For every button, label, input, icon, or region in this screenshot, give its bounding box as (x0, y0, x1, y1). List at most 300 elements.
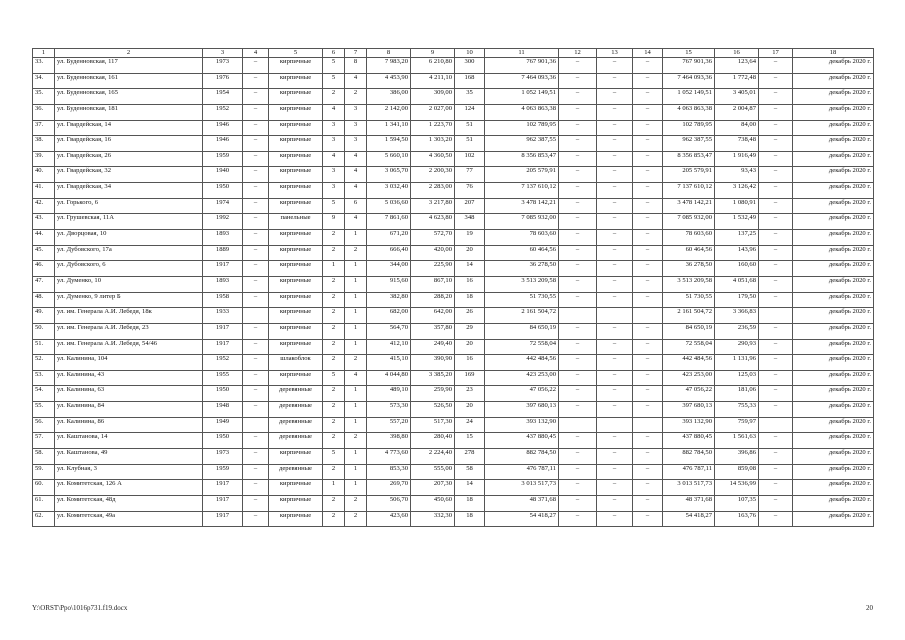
cell-year-built: 1917 (203, 495, 243, 511)
cell-cost-col-12: – (559, 323, 597, 339)
cell-wall-material: шлакоблок (269, 355, 323, 371)
cell-wall-material: деревянные (269, 433, 323, 449)
cell-living-area: 4 360,50 (411, 151, 455, 167)
cell-year-built: 1992 (203, 214, 243, 230)
cell-cost-per-sqm: 396,86 (715, 449, 759, 465)
cell-cost-col-12: – (559, 370, 597, 386)
cell-col-17: – (759, 495, 793, 511)
cell-residents: 16 (455, 355, 485, 371)
cell-cost-col-13: – (597, 136, 633, 152)
cell-residents: 16 (455, 276, 485, 292)
cell-cost-per-sqm: 181,06 (715, 386, 759, 402)
cell-entrances: 4 (345, 167, 367, 183)
cell-cost-col-12: – (559, 292, 597, 308)
cell-entrances: 2 (345, 89, 367, 105)
table-row (33, 495, 874, 511)
cell-col-17: – (759, 276, 793, 292)
cell-year-reconstructed: – (243, 58, 269, 74)
table-row (33, 136, 874, 152)
cell-cost-col-13: – (597, 292, 633, 308)
cell-entrances: 4 (345, 183, 367, 199)
cell-owner-funds: 54 418,27 (663, 511, 715, 527)
cell-cost-col-12: – (559, 402, 597, 418)
cell-residents: 169 (455, 370, 485, 386)
table-row (33, 480, 874, 496)
cell-year-built: 1940 (203, 167, 243, 183)
cell-row-number: 46. (33, 261, 55, 277)
table-row (33, 214, 874, 230)
cell-row-number: 45. (33, 245, 55, 261)
cell-total-cost: 48 371,68 (485, 495, 559, 511)
cell-floors: 2 (323, 402, 345, 418)
cell-owner-funds: 882 784,50 (663, 449, 715, 465)
cell-year-built: 1917 (203, 339, 243, 355)
cell-residents: 207 (455, 198, 485, 214)
cell-year-built: 1958 (203, 292, 243, 308)
cell-address: ул. Дубовского, 6 (55, 261, 203, 277)
cell-address: ул. Дубовского, 17а (55, 245, 203, 261)
cell-entrances: 3 (345, 136, 367, 152)
cell-total-area: 7 861,60 (367, 214, 411, 230)
header-cell-13: 13 (597, 49, 633, 58)
cell-residents: 300 (455, 58, 485, 74)
header-cell-15: 15 (663, 49, 715, 58)
cell-total-area: 1 341,10 (367, 120, 411, 136)
cell-year-built: 1889 (203, 245, 243, 261)
cell-completion-date: декабрь 2020 г. (793, 261, 874, 277)
header-cell-4: 4 (243, 49, 269, 58)
cell-living-area: 357,80 (411, 323, 455, 339)
cell-owner-funds: 476 787,11 (663, 464, 715, 480)
cell-cost-col-14 (633, 308, 663, 324)
cell-owner-funds: 3 478 142,21 (663, 198, 715, 214)
cell-cost-col-14: – (633, 167, 663, 183)
cell-cost-col-13: – (597, 276, 633, 292)
cell-year-reconstructed: – (243, 433, 269, 449)
cell-cost-col-14: – (633, 464, 663, 480)
cell-living-area: 3 217,80 (411, 198, 455, 214)
cell-total-cost: 51 730,55 (485, 292, 559, 308)
cell-address: ул. Калинина, 86 (55, 417, 203, 433)
cell-cost-per-sqm: 3 405,01 (715, 89, 759, 105)
cell-year-built: 1973 (203, 449, 243, 465)
cell-year-built: 1952 (203, 104, 243, 120)
cell-year-reconstructed: – (243, 370, 269, 386)
cell-floors: 2 (323, 355, 345, 371)
cell-completion-date: декабрь 2020 г. (793, 402, 874, 418)
header-cell-5: 5 (269, 49, 323, 58)
cell-cost-col-12: – (559, 433, 597, 449)
cell-residents: 20 (455, 402, 485, 418)
header-cell-8: 8 (367, 49, 411, 58)
cell-total-area: 1 594,50 (367, 136, 411, 152)
cell-row-number: 60. (33, 480, 55, 496)
cell-owner-funds: 962 387,55 (663, 136, 715, 152)
cell-col-17: – (759, 386, 793, 402)
cell-floors: 2 (323, 230, 345, 246)
cell-residents: 26 (455, 308, 485, 324)
cell-living-area: 280,40 (411, 433, 455, 449)
cell-wall-material: кирпичные (269, 73, 323, 89)
cell-year-built: 1949 (203, 417, 243, 433)
cell-cost-per-sqm: 2 004,87 (715, 104, 759, 120)
cell-address: ул. Гвардейская, 34 (55, 183, 203, 199)
table-row (33, 339, 874, 355)
cell-cost-col-12: – (559, 495, 597, 511)
cell-wall-material: кирпичные (269, 511, 323, 527)
cell-owner-funds: 60 464,56 (663, 245, 715, 261)
cell-owner-funds: 7 085 932,00 (663, 214, 715, 230)
cell-cost-col-14: – (633, 355, 663, 371)
cell-residents: 14 (455, 480, 485, 496)
cell-wall-material: кирпичные (269, 198, 323, 214)
table-row (33, 198, 874, 214)
cell-entrances: 4 (345, 151, 367, 167)
cell-total-cost: 2 161 504,72 (485, 308, 559, 324)
table-row (33, 167, 874, 183)
cell-entrances: 3 (345, 104, 367, 120)
cell-cost-col-13: – (597, 89, 633, 105)
cell-col-17: – (759, 214, 793, 230)
cell-year-built: 1950 (203, 386, 243, 402)
cell-cost-col-13 (597, 417, 633, 433)
cell-total-area: 915,60 (367, 276, 411, 292)
cell-residents: 20 (455, 245, 485, 261)
cell-completion-date: декабрь 2020 г. (793, 355, 874, 371)
cell-wall-material: кирпичные (269, 136, 323, 152)
cell-owner-funds: 8 356 853,47 (663, 151, 715, 167)
cell-owner-funds: 393 132,90 (663, 417, 715, 433)
cell-cost-col-13: – (597, 339, 633, 355)
cell-address: ул. Думенко, 10 (55, 276, 203, 292)
cell-total-area: 398,80 (367, 433, 411, 449)
cell-floors: 9 (323, 214, 345, 230)
table-row (33, 245, 874, 261)
cell-completion-date: декабрь 2020 г. (793, 386, 874, 402)
cell-entrances: 3 (345, 120, 367, 136)
table-row (33, 230, 874, 246)
cell-row-number: 53. (33, 370, 55, 386)
cell-cost-col-12: – (559, 276, 597, 292)
cell-cost-col-14: – (633, 323, 663, 339)
cell-wall-material: кирпичные (269, 292, 323, 308)
cell-address: ул. Грушевская, 11А (55, 214, 203, 230)
cell-wall-material: деревянные (269, 417, 323, 433)
cell-residents: 77 (455, 167, 485, 183)
cell-cost-col-14: – (633, 433, 663, 449)
cell-col-17: – (759, 449, 793, 465)
cell-living-area: 225,90 (411, 261, 455, 277)
cell-floors: 2 (323, 245, 345, 261)
cell-cost-per-sqm: 290,93 (715, 339, 759, 355)
cell-total-cost: 767 901,36 (485, 58, 559, 74)
cell-year-built: 1950 (203, 433, 243, 449)
cell-owner-funds: 3 513 209,58 (663, 276, 715, 292)
cell-year-reconstructed: – (243, 73, 269, 89)
cell-cost-col-12: – (559, 120, 597, 136)
cell-address: ул. Калинина, 104 (55, 355, 203, 371)
cell-cost-col-13: – (597, 511, 633, 527)
cell-cost-per-sqm: 1 131,96 (715, 355, 759, 371)
cell-cost-col-14: – (633, 73, 663, 89)
cell-owner-funds: 7 464 093,36 (663, 73, 715, 89)
cell-entrances: 1 (345, 308, 367, 324)
cell-cost-col-13: – (597, 73, 633, 89)
cell-cost-col-12: – (559, 58, 597, 74)
cell-year-reconstructed: – (243, 167, 269, 183)
cell-total-cost: 54 418,27 (485, 511, 559, 527)
cell-address: ул. Комитетская, 48д (55, 495, 203, 511)
cell-cost-col-14: – (633, 495, 663, 511)
cell-total-area: 344,00 (367, 261, 411, 277)
cell-address: ул. Комитетская, 49а (55, 511, 203, 527)
cell-entrances: 1 (345, 417, 367, 433)
cell-residents: 348 (455, 214, 485, 230)
cell-year-reconstructed: – (243, 402, 269, 418)
cell-wall-material: кирпичные (269, 276, 323, 292)
table-row (33, 402, 874, 418)
cell-cost-col-12: – (559, 449, 597, 465)
cell-address: ул. Думенко, 9 литер Б (55, 292, 203, 308)
cell-completion-date: декабрь 2020 г. (793, 230, 874, 246)
cell-wall-material: кирпичные (269, 495, 323, 511)
cell-col-17: – (759, 323, 793, 339)
cell-cost-per-sqm: 123,64 (715, 58, 759, 74)
cell-total-cost: 36 278,50 (485, 261, 559, 277)
cell-cost-col-14: – (633, 151, 663, 167)
cell-total-cost: 393 132,90 (485, 417, 559, 433)
cell-residents: 18 (455, 292, 485, 308)
cell-residents: 58 (455, 464, 485, 480)
cell-cost-col-13: – (597, 449, 633, 465)
cell-cost-col-14: – (633, 370, 663, 386)
cell-completion-date: декабрь 2020 г. (793, 449, 874, 465)
table-row (33, 511, 874, 527)
cell-cost-col-13: – (597, 433, 633, 449)
cell-cost-per-sqm: 1 080,91 (715, 198, 759, 214)
cell-cost-col-12: – (559, 511, 597, 527)
cell-year-built: 1933 (203, 308, 243, 324)
cell-residents: 18 (455, 511, 485, 527)
cell-row-number: 41. (33, 183, 55, 199)
cell-cost-col-12: – (559, 230, 597, 246)
cell-col-17: – (759, 370, 793, 386)
cell-total-cost: 423 253,00 (485, 370, 559, 386)
cell-living-area: 867,10 (411, 276, 455, 292)
cell-entrances: 2 (345, 511, 367, 527)
cell-owner-funds: 1 052 149,51 (663, 89, 715, 105)
cell-completion-date: декабрь 2020 г. (793, 370, 874, 386)
cell-floors: 5 (323, 370, 345, 386)
cell-cost-per-sqm: 143,96 (715, 245, 759, 261)
cell-total-area: 7 983,20 (367, 58, 411, 74)
cell-cost-per-sqm: 107,35 (715, 495, 759, 511)
cell-residents: 20 (455, 339, 485, 355)
cell-owner-funds: 3 013 517,73 (663, 480, 715, 496)
cell-floors: 5 (323, 198, 345, 214)
cell-entrances: 4 (345, 73, 367, 89)
cell-row-number: 39. (33, 151, 55, 167)
cell-floors: 1 (323, 480, 345, 496)
table-row (33, 120, 874, 136)
cell-year-built: 1946 (203, 136, 243, 152)
cell-floors: 4 (323, 151, 345, 167)
cell-year-built: 1954 (203, 89, 243, 105)
cell-total-area: 489,10 (367, 386, 411, 402)
cell-row-number: 54. (33, 386, 55, 402)
cell-cost-per-sqm: 1 772,48 (715, 73, 759, 89)
cell-cost-col-12: – (559, 261, 597, 277)
cell-completion-date: декабрь 2020 г. (793, 308, 874, 324)
cell-total-area: 666,40 (367, 245, 411, 261)
cell-wall-material: панельные (269, 214, 323, 230)
cell-address: ул. Дворцовая, 10 (55, 230, 203, 246)
cell-entrances: 1 (345, 230, 367, 246)
cell-cost-col-14: – (633, 386, 663, 402)
cell-year-built: 1950 (203, 183, 243, 199)
cell-living-area: 555,00 (411, 464, 455, 480)
cell-address: ул. Комитетская, 126 А (55, 480, 203, 496)
cell-floors: 3 (323, 136, 345, 152)
cell-residents: 23 (455, 386, 485, 402)
cell-cost-col-13: – (597, 495, 633, 511)
cell-cost-per-sqm: 163,76 (715, 511, 759, 527)
cell-floors: 5 (323, 73, 345, 89)
cell-total-cost: 7 137 610,12 (485, 183, 559, 199)
cell-row-number: 37. (33, 120, 55, 136)
cell-living-area: 517,30 (411, 417, 455, 433)
table-row (33, 292, 874, 308)
cell-cost-col-13: – (597, 151, 633, 167)
cell-entrances: 4 (345, 370, 367, 386)
cell-entrances: 1 (345, 323, 367, 339)
cell-wall-material: кирпичные (269, 323, 323, 339)
cell-row-number: 52. (33, 355, 55, 371)
cell-owner-funds: 767 901,36 (663, 58, 715, 74)
cell-floors: 2 (323, 339, 345, 355)
cell-cost-col-13: – (597, 402, 633, 418)
cell-floors: 2 (323, 433, 345, 449)
cell-year-reconstructed: – (243, 355, 269, 371)
cell-completion-date: декабрь 2020 г. (793, 136, 874, 152)
header-cell-7: 7 (345, 49, 367, 58)
cell-wall-material: деревянные (269, 402, 323, 418)
cell-year-built: 1893 (203, 230, 243, 246)
cell-total-area: 3 065,70 (367, 167, 411, 183)
cell-wall-material: кирпичные (269, 104, 323, 120)
cell-floors: 2 (323, 511, 345, 527)
cell-year-reconstructed: – (243, 183, 269, 199)
cell-total-cost: 3 513 209,58 (485, 276, 559, 292)
cell-row-number: 59. (33, 464, 55, 480)
cell-total-cost: 442 484,56 (485, 355, 559, 371)
cell-total-cost: 962 387,55 (485, 136, 559, 152)
cell-cost-col-12 (559, 417, 597, 433)
cell-year-built: 1917 (203, 261, 243, 277)
cell-cost-per-sqm: 84,00 (715, 120, 759, 136)
cell-total-area: 853,30 (367, 464, 411, 480)
header-cell-9: 9 (411, 49, 455, 58)
header-cell-18: 18 (793, 49, 874, 58)
cell-cost-col-12: – (559, 386, 597, 402)
cell-total-cost: 8 356 853,47 (485, 151, 559, 167)
cell-entrances: 1 (345, 402, 367, 418)
table-body (33, 49, 874, 527)
cell-cost-col-13: – (597, 355, 633, 371)
cell-wall-material: деревянные (269, 464, 323, 480)
cell-completion-date: декабрь 2020 г. (793, 276, 874, 292)
cell-residents: 102 (455, 151, 485, 167)
cell-floors: 5 (323, 449, 345, 465)
cell-cost-col-12: – (559, 480, 597, 496)
cell-living-area: 332,30 (411, 511, 455, 527)
cell-cost-per-sqm: 1 916,49 (715, 151, 759, 167)
cell-col-17: – (759, 58, 793, 74)
cell-residents: 278 (455, 449, 485, 465)
cell-cost-col-14: – (633, 339, 663, 355)
cell-address: ул. Гвардейская, 14 (55, 120, 203, 136)
document-page (32, 48, 873, 527)
cell-cost-col-14: – (633, 276, 663, 292)
cell-row-number: 34. (33, 73, 55, 89)
cell-total-area: 5 036,60 (367, 198, 411, 214)
cell-owner-funds: 205 579,91 (663, 167, 715, 183)
cell-address: ул. Калинина, 63 (55, 386, 203, 402)
cell-cost-col-14: – (633, 261, 663, 277)
header-cell-2: 2 (55, 49, 203, 58)
cell-total-area: 415,10 (367, 355, 411, 371)
cell-completion-date: декабрь 2020 г. (793, 323, 874, 339)
table-row (33, 464, 874, 480)
cell-total-area: 4 044,80 (367, 370, 411, 386)
cell-year-built: 1948 (203, 402, 243, 418)
cell-col-17: – (759, 433, 793, 449)
cell-total-cost: 47 056,22 (485, 386, 559, 402)
cell-col-17: – (759, 339, 793, 355)
cell-wall-material: кирпичные (269, 183, 323, 199)
cell-col-17: – (759, 355, 793, 371)
cell-cost-per-sqm: 236,59 (715, 323, 759, 339)
cell-row-number: 51. (33, 339, 55, 355)
cell-row-number: 48. (33, 292, 55, 308)
cell-year-reconstructed: – (243, 276, 269, 292)
cell-cost-col-12: – (559, 464, 597, 480)
cell-owner-funds: 78 603,60 (663, 230, 715, 246)
cell-year-built: 1959 (203, 464, 243, 480)
cell-living-area: 1 303,20 (411, 136, 455, 152)
table-row (33, 308, 874, 324)
cell-completion-date: декабрь 2020 г. (793, 292, 874, 308)
table-row (33, 151, 874, 167)
cell-residents: 24 (455, 417, 485, 433)
cell-residents: 18 (455, 495, 485, 511)
cell-total-area: 4 453,90 (367, 73, 411, 89)
header-cell-17: 17 (759, 49, 793, 58)
cell-row-number: 33. (33, 58, 55, 74)
cell-row-number: 40. (33, 167, 55, 183)
cell-address: ул. им. Генерала А.И. Лебедя, 23 (55, 323, 203, 339)
table-row (33, 370, 874, 386)
cell-total-area: 573,30 (367, 402, 411, 418)
cell-year-reconstructed: – (243, 449, 269, 465)
cell-wall-material: кирпичные (269, 480, 323, 496)
cell-entrances: 1 (345, 480, 367, 496)
cell-completion-date: декабрь 2020 г. (793, 495, 874, 511)
cell-col-17: – (759, 136, 793, 152)
cell-total-cost: 102 789,95 (485, 120, 559, 136)
cell-col-17: – (759, 480, 793, 496)
cell-cost-col-14: – (633, 198, 663, 214)
